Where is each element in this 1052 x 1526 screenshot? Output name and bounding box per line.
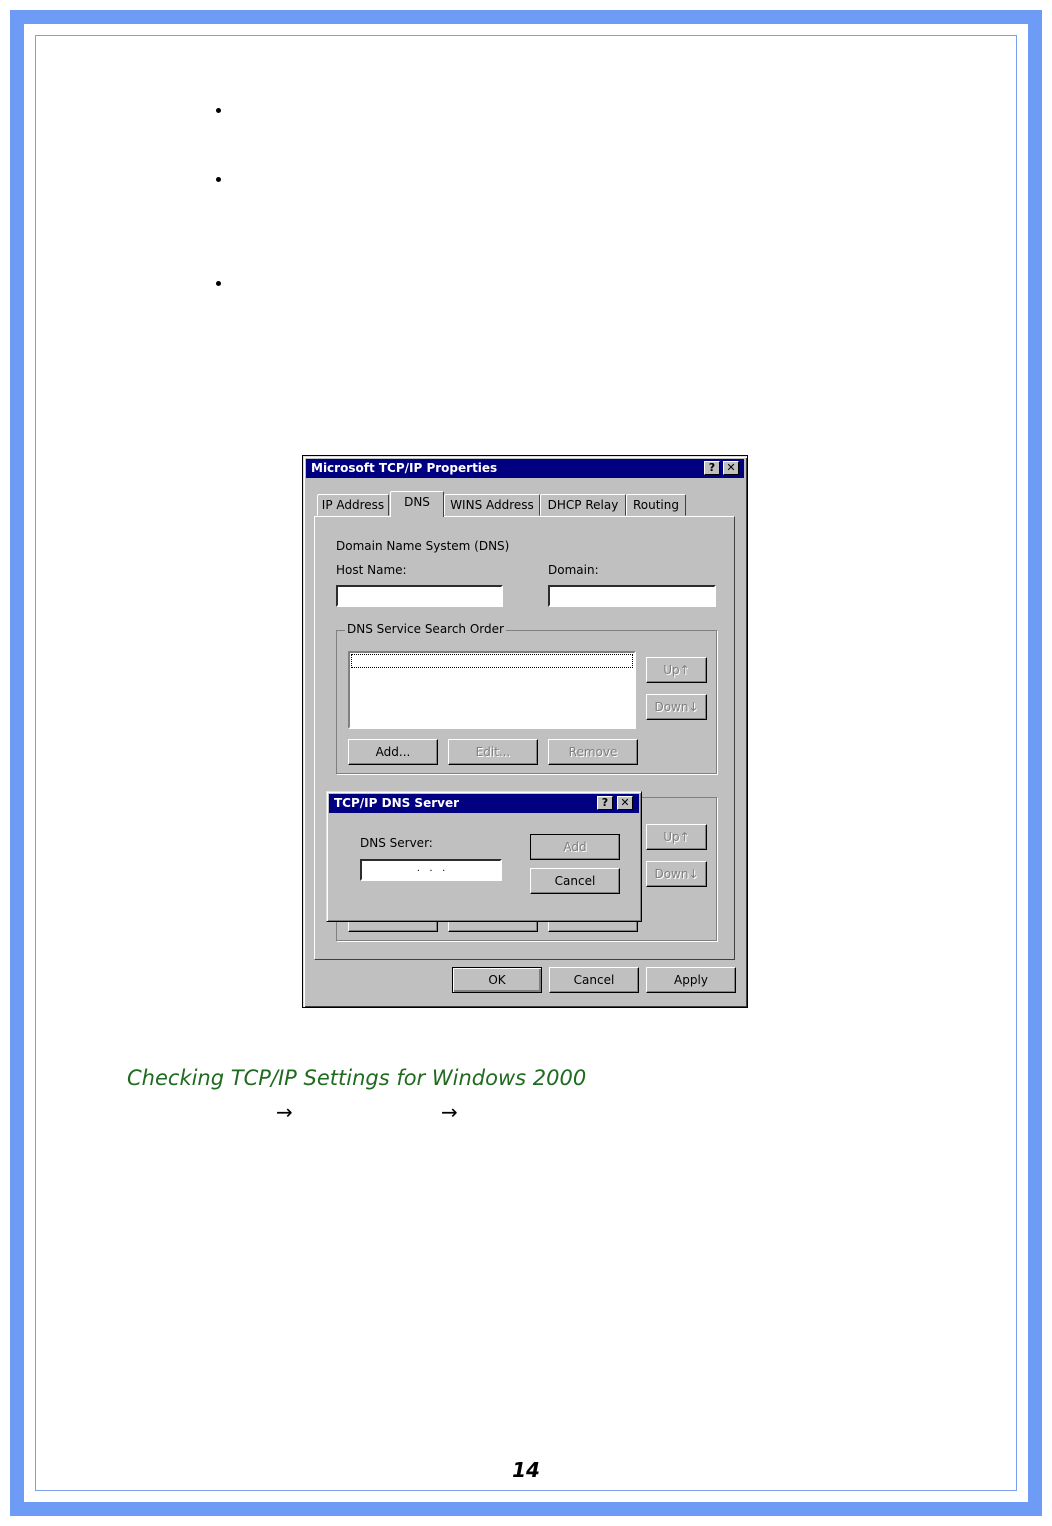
dialog-add-button[interactable]: Add [530, 834, 620, 860]
tcpip-properties-window [302, 455, 748, 1008]
ok-button[interactable]: OK [452, 967, 542, 993]
tab-dhcp-relay[interactable]: DHCP Relay [540, 494, 626, 516]
tab-wins-address[interactable]: WINS Address [444, 494, 540, 516]
cancel-button[interactable]: Cancel [549, 967, 639, 993]
domain-label: Domain: [548, 563, 599, 577]
apply-button[interactable]: Apply [646, 967, 736, 993]
close-icon[interactable]: ✕ [723, 461, 739, 475]
dialog-cancel-button[interactable]: Cancel [530, 868, 620, 894]
figure-caption: Checking TCP/IP Settings for Windows 2000 [127, 1066, 587, 1090]
dns-up-button[interactable]: Up↑ [646, 657, 707, 683]
dns-edit-button[interactable]: Edit... [448, 739, 538, 765]
window-titlebar [306, 459, 744, 478]
domain-input[interactable] [548, 585, 716, 607]
dns-server-ip-input[interactable]: . . . [360, 859, 502, 881]
arrow-icon-1: → [276, 1100, 293, 1124]
suffix-up-button[interactable]: Up↑ [646, 824, 707, 850]
dialog-close-icon[interactable]: ✕ [617, 796, 633, 810]
dialog-titlebar [329, 794, 639, 813]
dns-server-label: DNS Server: [360, 836, 433, 850]
host-name-input[interactable] [336, 585, 503, 607]
dns-server-list[interactable] [348, 651, 636, 729]
tcpip-dns-server-dialog [326, 791, 642, 922]
dialog-help-icon[interactable]: ? [597, 796, 613, 810]
help-icon[interactable]: ? [704, 461, 720, 475]
dns-section-label: Domain Name System (DNS) [336, 539, 510, 553]
dns-search-order-group [336, 622, 717, 774]
dns-add-button[interactable]: Add... [348, 739, 438, 765]
host-name-label: Host Name: [336, 563, 407, 577]
tab-routing[interactable]: Routing [626, 494, 686, 516]
window-title: Microsoft TCP/IP Properties [311, 461, 498, 475]
list-focus-row [351, 654, 633, 668]
dialog-title: TCP/IP DNS Server [334, 796, 460, 810]
tab-dns[interactable]: DNS [390, 491, 444, 517]
bullet-2 [216, 177, 221, 182]
page-number: 14 [512, 1458, 540, 1482]
dns-search-order-title: DNS Service Search Order [347, 622, 504, 636]
suffix-down-button[interactable]: Down↓ [646, 861, 707, 887]
dns-down-button[interactable]: Down↓ [646, 694, 707, 720]
arrow-icon-2: → [441, 1100, 458, 1124]
bullet-3 [216, 281, 221, 286]
tab-ip-address[interactable]: IP Address [317, 494, 389, 516]
bullet-1 [216, 108, 221, 113]
dns-remove-button[interactable]: Remove [548, 739, 638, 765]
